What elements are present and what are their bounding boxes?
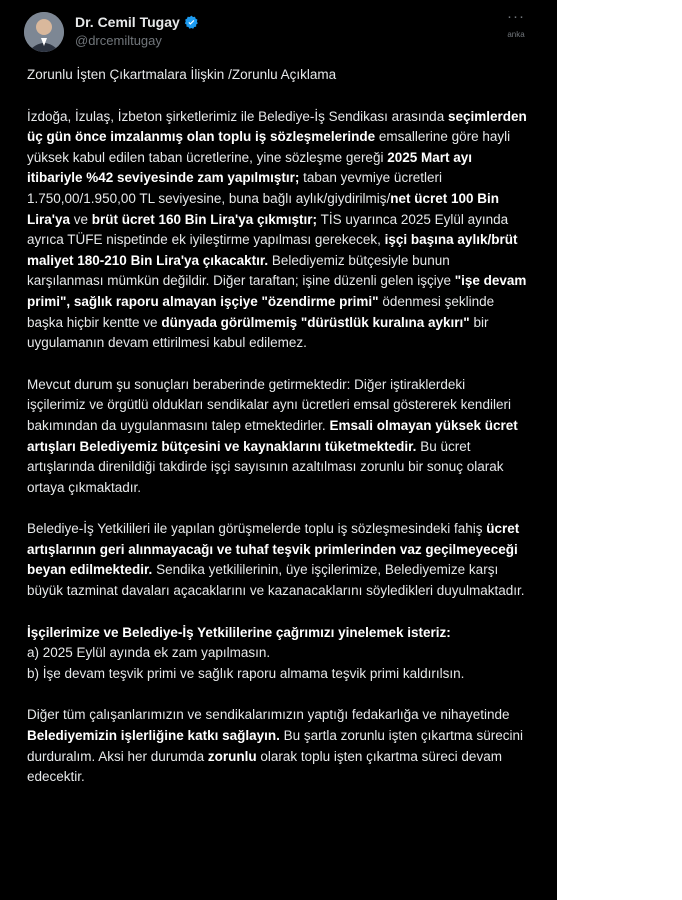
text-run: olarak toplu işten çıkartma süreci devam edecektir. — [27, 748, 502, 785]
text-run: İzdoğa, İzulaş, İzbeton şirketlerimiz ile Belediye-İş Sendikası arasında — [27, 108, 448, 124]
post-title: Zorunlu İşten Çıkartmalara İlişkin /Zorunlu Açıklama — [27, 67, 337, 82]
post-body — [27, 65, 527, 809]
bold-text: zorunlu — [207, 748, 257, 764]
text-run: ödenmesi şeklinde başka hiçbir kentte ve — [27, 293, 495, 330]
text-run: Bu ücret artışlarında direnildiği takdirde işçi sayısının azaltılması zorunlu bir sonuç olarak ortaya çıkmaktadır. — [27, 438, 504, 495]
paragraph-2 — [27, 375, 527, 499]
verified-badge-icon — [184, 15, 199, 30]
more-caption: anka — [507, 30, 525, 39]
call-heading: İşçilerimize ve Belediye-İş Yetkililerine çağrımızı yinelemek isteriz: — [27, 624, 451, 640]
bold-text: işçi başına aylık/brüt maliyet 180-210 Bin Lira'ya çıkacaktır. — [27, 232, 518, 268]
call-item-a: a) 2025 Eylül ayında ek zam yapılmasın. — [27, 645, 271, 661]
call-item-b: b) İşe devam teşvik primi ve sağlık raporu almama teşvik primi kaldırılsın. — [27, 665, 465, 681]
author-name-row[interactable] — [75, 14, 199, 30]
bold-text: net ücret 100 Bin Lira'ya — [27, 190, 500, 227]
bold-text: dünyada görülmemiş "dürüstlük kuralına aykırı" — [161, 314, 470, 330]
author-name[interactable]: Dr. Cemil Tugay — [75, 14, 180, 30]
text-run: emsallerine göre hayli yüksek kabul edilen taban ücretlerine, yine sözleşme gereği — [27, 129, 511, 165]
bold-text: brüt ücret 160 Bin Lira'ya çıkmıştır; — [91, 211, 318, 227]
author-handle[interactable]: @drcemiltugay — [75, 33, 162, 48]
text-run: ve — [70, 211, 92, 227]
more-icon[interactable]: ··· — [507, 8, 525, 25]
bold-text: seçimlerden üç gün önce imzalanmış olan toplu iş sözleşmelerinde — [27, 108, 527, 145]
post-header — [0, 0, 557, 60]
text-run: Belediyemiz bütçesiyle bunun karşılanması mümkün değildir. Diğer taraftan; işine düzenli gelen işçiye — [27, 252, 455, 289]
text-run: Sendika yetkililerinin, üye işçilerimize, Belediyemize karşı büyük tazminat davaları açacaklarını ve kazanacaklarını söyledikleri duyulmaktadır. — [27, 562, 525, 599]
paragraph-1 — [27, 107, 527, 354]
bold-text: ücret artışlarının geri alınmayacağı ve tuhaf teşvik primlerinden vaz geçilmeyeceği beyan edilmektedir. — [27, 521, 520, 578]
bold-text: "işe devam primi", sağlık raporu almayan işçiye "özendirme primi" — [27, 273, 527, 309]
text-run: bir uygulamanın devam ettirilmesi kabul edilemez. — [27, 314, 489, 351]
bold-text: Emsali olmayan yüksek ücret artışları Belediyemiz bütçesini ve kaynaklarını tüketmektedir. — [27, 417, 518, 454]
text-run: TİS uyarınca 2025 Eylül ayında ayrıca TÜFE nispetinde ek iyileştirme yapılması gerekecek, — [27, 211, 509, 248]
avatar[interactable] — [24, 12, 64, 52]
paragraph-3 — [27, 519, 527, 601]
text-run: taban yevmiye ücretleri 1.750,00/1.950,00 TL seviyesine, buna bağlı aylık/giydirilmiş/ — [27, 170, 442, 206]
bold-text: Belediyemizin işlerliğine katkı sağlayın. — [27, 728, 280, 744]
text-run: Diğer tüm çalışanlarımızın ve sendikalarımızın yaptığı fedakarlığa ve nihayetinde — [27, 707, 510, 723]
text-run: Belediye-İş Yetkilileri ile yapılan görüşmelerde toplu iş sözleşmesindeki fahiş — [27, 521, 487, 537]
text-run: Mevcut durum şu sonuçları beraberinde getirmektedir: Diğer iştiraklerdeki işçilerimiz ve örgütlü oldukları sendikalar aynı ücretleri emsal göstererek kendileri bakımından da uygulanmasını talep etmektedirler. — [27, 376, 511, 433]
text-run: Bu şartla zorunlu işten çıkartma sürecini durduralım. Aksi her durumda — [27, 728, 523, 764]
paragraph-5 — [27, 705, 527, 787]
bold-text: 2025 Mart ayı itibariyle %42 seviyesinde zam yapılmıştır; — [27, 149, 473, 186]
